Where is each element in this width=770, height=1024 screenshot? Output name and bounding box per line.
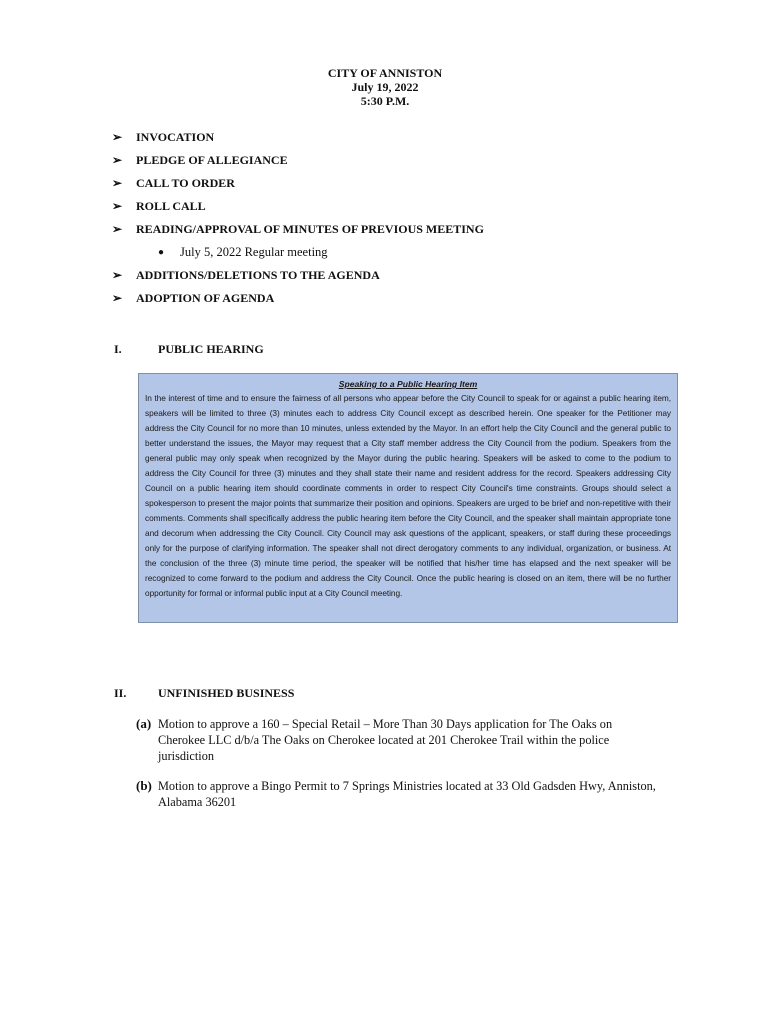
arrowhead-bullet-icon: ➢ (112, 130, 123, 144)
section-heading-public-hearing (114, 342, 264, 357)
agenda-item-label: ROLL CALL (136, 199, 206, 213)
motion-item-b (136, 778, 656, 810)
meeting-header (0, 66, 770, 108)
agenda-item-label: READING/APPROVAL OF MINUTES OF PREVIOUS MEETING (136, 222, 484, 236)
arrowhead-bullet-icon: ➢ (112, 176, 123, 190)
agenda-item-additions (112, 264, 712, 287)
section-title: UNFINISHED BUSINESS (158, 686, 295, 700)
arrowhead-bullet-icon: ➢ (112, 222, 123, 236)
section-numeral: I. (114, 342, 122, 356)
agenda-list (112, 126, 712, 310)
motion-item-a (136, 716, 656, 764)
agenda-item-label: CALL TO ORDER (136, 176, 235, 190)
agenda-item-minutes (112, 218, 712, 241)
agenda-item-label: PLEDGE OF ALLEGIANCE (136, 153, 288, 167)
meeting-date: July 19, 2022 (351, 80, 419, 94)
section-numeral: II. (114, 686, 127, 700)
city-name: CITY OF ANNISTON (327, 66, 443, 80)
meeting-time: 5:30 P.M. (360, 94, 410, 108)
section-heading-unfinished-business (114, 686, 294, 701)
agenda-item-adoption (112, 287, 712, 310)
agenda-item-pledge (112, 149, 712, 172)
arrowhead-bullet-icon: ➢ (112, 153, 123, 167)
sub-item-label: July 5, 2022 Regular meeting (180, 245, 328, 259)
agenda-item-invocation (112, 126, 712, 149)
agenda-item-roll-call (112, 195, 712, 218)
agenda-item-label: ADOPTION OF AGENDA (136, 291, 275, 305)
agenda-item-label: INVOCATION (136, 130, 215, 144)
motion-label: (a) (136, 716, 152, 731)
dot-bullet-icon: ● (158, 247, 165, 258)
agenda-item-label: ADDITIONS/DELETIONS TO THE AGENDA (136, 268, 380, 282)
motion-text: Motion to approve a 160 – Special Retail – More Than 30 Days application for The Oaks on Cherokee LLC d/b/a The Oaks on Cherokee located at 201 Cherokee Trail within the police jurisdiction (158, 717, 613, 763)
arrowhead-bullet-icon: ➢ (112, 291, 123, 305)
section-title: PUBLIC HEARING (158, 342, 264, 356)
arrowhead-bullet-icon: ➢ (112, 199, 123, 213)
arrowhead-bullet-icon: ➢ (112, 268, 123, 282)
motion-text: Motion to approve a Bingo Permit to 7 Springs Ministries located at 33 Old Gadsden Hwy, Anniston, Alabama 36201 (158, 779, 656, 809)
info-box-title: Speaking to a Public Hearing Item (338, 379, 478, 389)
motion-label: (b) (136, 778, 152, 793)
agenda-item-call-to-order (112, 172, 712, 195)
info-box-body: In the interest of time and to ensure the fairness of all persons who appear before the City Council to speak for or against a public hearing item, speakers will be limited to three (3) minutes each to address City Council except as described herein. One speaker for the Petitioner may address the City Council for no more than 10 minutes, unless extended by the Mayor. In an effort help the City Council and the general public to better understand the issues, the Mayor may request that a City staff member address the City Council from the podium. Speakers from the general public may only speak when recognized by the Mayor during the public hearing. Speakers will be asked to come to the podium to address the City Council for three (3) minutes and they shall state their name and resident address for the record. Speakers addressing City Council on a public hearing item should coordinate comments in order to respect City Council's time constraints. Groups should select a spokesperson to present the major points that summarize their position and opinions. Speakers are urged to be brief and non-repetitive with their comments. Comments shall specifically address the public hearing item before the City Council, and the speaker shall maintain appropriate tone and decorum when addressing the City Council. City Council may ask questions of the applicant, speakers, or staff during these proceedings only for the purpose of clarifying information. The speaker shall not direct derogatory comments to any individual, organization, or business. At the conclusion of the three (3) minute time period, the speaker will be notified that his/her time has elapsed and the next speaker will be recognized to come forward to the podium and address the City Council. Once the public hearing is closed on an item, there will be no further opportunity for formal or informal public input at a City Council meeting. (145, 393, 671, 598)
public-hearing-info-box (138, 373, 678, 623)
agenda-sub-item-minutes-date (112, 241, 712, 264)
